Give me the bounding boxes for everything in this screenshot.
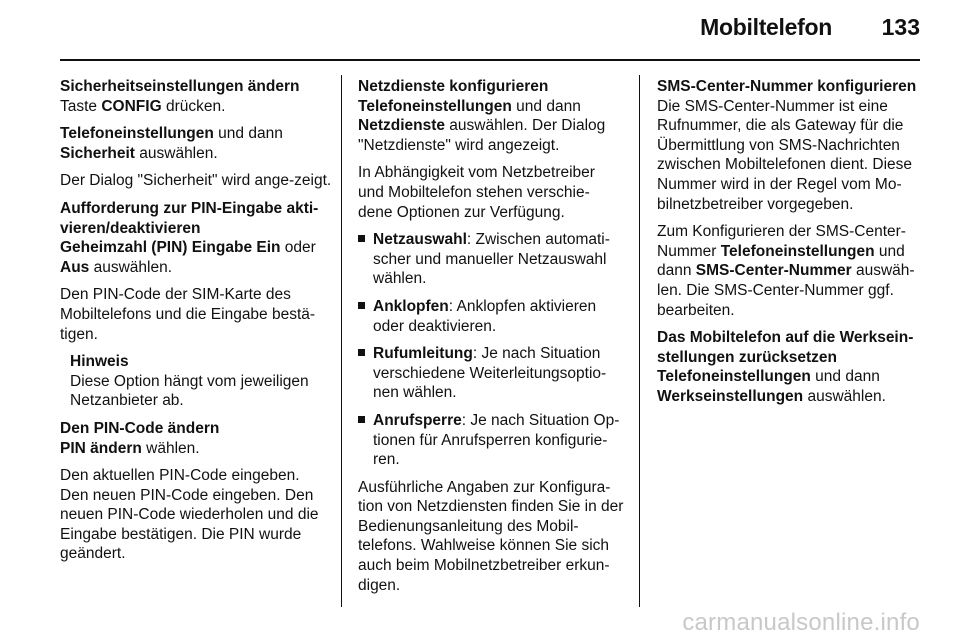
text: : Je nach Situation Op-tionen für Anrufsperren konfigurie-ren. xyxy=(373,411,620,469)
menu-term: Netzdienste xyxy=(358,117,445,135)
bullet-icon xyxy=(358,416,365,423)
menu-term: Telefoneinstellungen xyxy=(720,242,875,260)
text: auswählen. xyxy=(134,144,218,162)
menu-term: Netzauswahl xyxy=(373,231,467,249)
text: Zum Konfigurieren der SMS-Center-Nummer xyxy=(657,223,906,260)
text: auswählen. xyxy=(803,387,886,405)
bullet-icon xyxy=(358,235,365,242)
menu-term: Rufumleitung xyxy=(373,345,473,363)
section-heading-network-services: Netzdienste konfigurieren xyxy=(358,78,549,95)
text: Taste xyxy=(60,97,102,115)
column-divider-2 xyxy=(639,75,640,607)
menu-term: Anklopfen xyxy=(373,297,449,315)
section-heading-factory-reset: Das Mobiltelefon auf die Werksein-stellungen zurücksetzen xyxy=(657,329,914,366)
bullet-icon xyxy=(358,349,365,356)
note-title: Hinweis xyxy=(70,353,129,371)
text: und dann xyxy=(657,242,905,280)
list-item xyxy=(358,344,624,403)
list-item xyxy=(358,297,624,336)
menu-term: Werkseinstellungen xyxy=(657,387,804,405)
paragraph xyxy=(60,439,332,459)
key-term: CONFIG xyxy=(101,97,162,115)
text: drücken. xyxy=(161,97,226,115)
menu-term: Telefoneinstellungen xyxy=(60,125,214,143)
paragraph xyxy=(657,367,925,406)
menu-term: Telefoneinstellungen xyxy=(358,97,512,115)
menu-term: Telefoneinstellungen xyxy=(657,368,811,386)
paragraph: Den PIN-Code der SIM-Karte des Mobiltelefons und die Eingabe bestä-tigen. xyxy=(60,286,316,343)
text: wählen. xyxy=(141,439,200,457)
text: und dann xyxy=(213,125,283,143)
text: auswäh-len. Die SMS-Center-Nummer ggf. bearbeiten. xyxy=(657,262,915,319)
paragraph xyxy=(60,238,332,277)
section-heading-security: Sicherheitseinstellungen ändern xyxy=(60,78,300,95)
note-text: Diese Option hängt vom jeweiligen Netzanbieter ab. xyxy=(70,372,309,410)
text: : Anklopfen aktivieren oder deaktivieren. xyxy=(373,297,597,335)
section-heading-pin-prompt: Aufforderung zur PIN-Eingabe akti-vieren/deaktivieren xyxy=(60,199,319,237)
page-title: Mobiltelefon xyxy=(700,14,832,40)
note-block xyxy=(70,352,332,411)
column-divider-1 xyxy=(341,75,342,607)
paragraph: In Abhängigkeit vom Netzbetreiber und Mobiltelefon stehen verschie-dene Optionen zur Verfügung. xyxy=(358,164,595,221)
paragraph: Ausführliche Angaben zur Konfigura-tion von Netzdiensten finden Sie in der Bedienungsanleitung des Mobil-telefons. Wahlweise können Sie sich auch beim Mobilnetzbetreiber erkun-digen. xyxy=(358,478,624,594)
paragraph xyxy=(60,97,332,117)
menu-term: Geheimzahl (PIN) Eingabe Ein xyxy=(60,239,281,257)
column-2 xyxy=(358,77,624,603)
text: oder xyxy=(280,239,316,257)
paragraph: Den aktuellen PIN-Code eingeben. Den neuen PIN-Code eingeben. Den neuen PIN-Code wiederholen und die Eingabe bestätigen. Die PIN wurde geändert. xyxy=(60,467,319,563)
column-3 xyxy=(657,77,925,415)
text: und dann xyxy=(511,97,581,115)
paragraph xyxy=(358,97,624,156)
paragraph: Der Dialog "Sicherheit" wird ange-zeigt. xyxy=(60,172,332,190)
section-heading-sms-center: SMS-Center-Nummer konfigurieren xyxy=(657,78,917,95)
watermark: carmanualsonline.info xyxy=(682,609,920,636)
header-divider xyxy=(60,59,920,61)
paragraph: Die SMS-Center-Nummer ist eine Rufnummer, die als Gateway für die Übermittlung von SMS-Nachrichten zwischen Mobiltelefonen dient. Diese Nummer wird in der Regel vom Mo-bilnetzbetreiber vorgegeben. xyxy=(657,97,913,213)
paragraph xyxy=(657,222,925,320)
paragraph xyxy=(60,124,332,163)
list-item xyxy=(358,411,624,470)
menu-term: PIN ändern xyxy=(60,439,142,457)
page-number: 133 xyxy=(881,14,920,40)
bullet-icon xyxy=(358,302,365,309)
text: und dann xyxy=(810,368,880,386)
menu-term: Aus xyxy=(60,258,90,276)
text: : Je nach Situation verschiedene Weiterleitungsoptio-nen wählen. xyxy=(373,345,607,402)
column-1 xyxy=(60,77,332,572)
text: auswählen. xyxy=(89,258,173,276)
section-heading-change-pin: Den PIN-Code ändern xyxy=(60,419,220,437)
menu-term: Sicherheit xyxy=(60,144,135,162)
text: auswählen. Der Dialog "Netzdienste" wird angezeigt. xyxy=(358,117,606,154)
text: : Zwischen automati-scher und manueller Netzauswahl wählen. xyxy=(373,231,610,288)
menu-term: Anrufsperre xyxy=(373,411,462,429)
menu-term: SMS-Center-Nummer xyxy=(695,262,852,280)
list-item xyxy=(358,230,624,289)
